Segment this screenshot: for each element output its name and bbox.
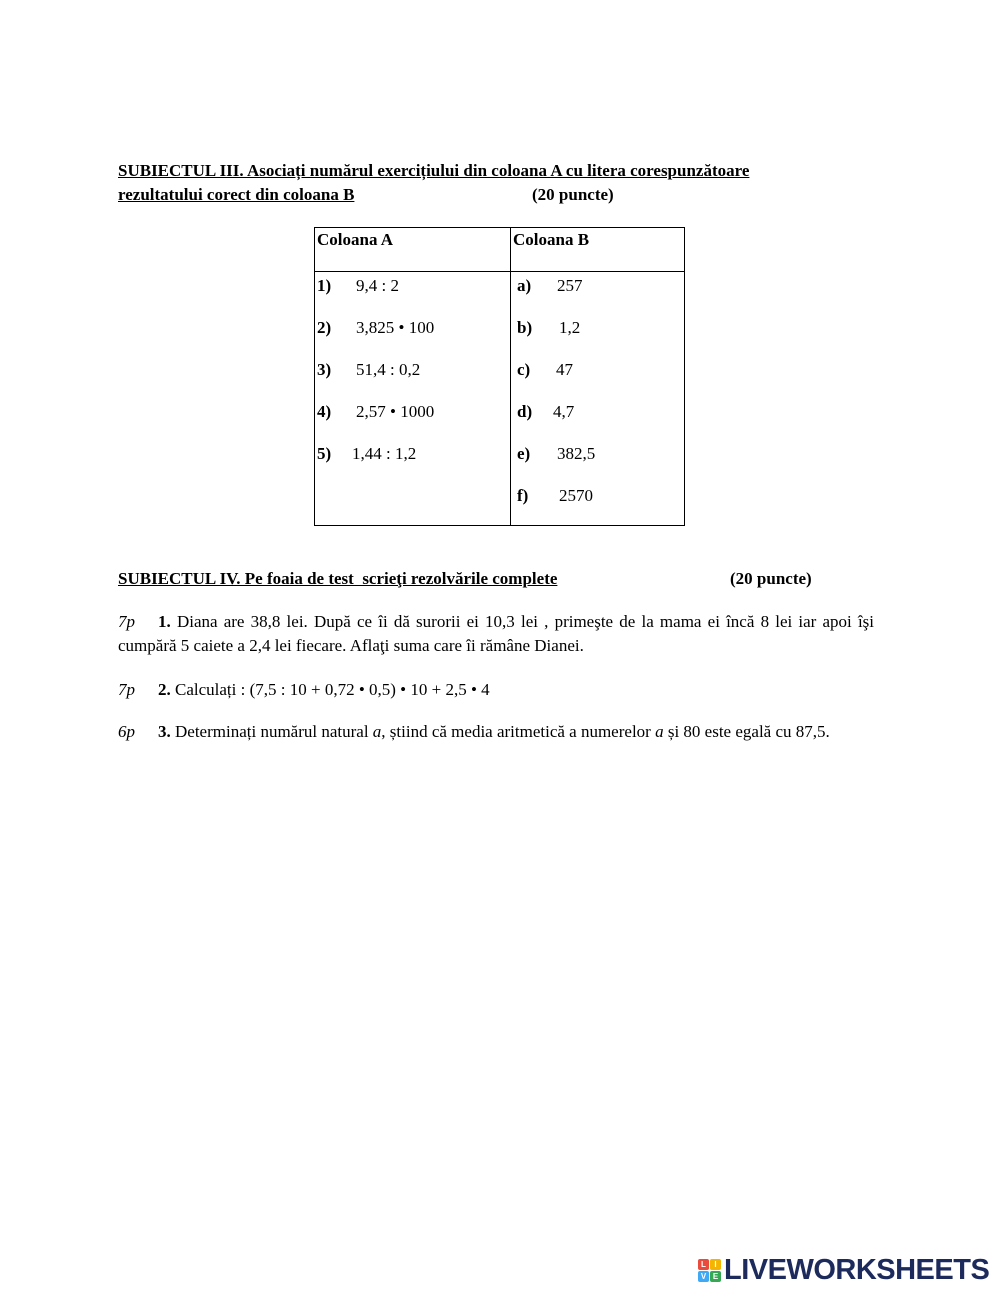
subject-3-title: SUBIECTUL III. Asociați numărul exercițiului din coloana A cu litera corespunzătoare — [118, 161, 750, 180]
association-table — [314, 227, 685, 526]
item-value: 382,5 — [557, 444, 596, 464]
logo-text: LIVEWORKSHEETS — [724, 1253, 990, 1286]
item-label: 4) — [317, 402, 332, 422]
variable-a: a — [655, 722, 664, 741]
item-label: 2) — [317, 318, 332, 338]
column-b-item — [511, 272, 684, 314]
problem-number: 1. — [158, 612, 171, 631]
logo-cube: I — [710, 1259, 721, 1270]
item-label: c) — [517, 360, 531, 380]
item-expression: 2,57 • 1000 — [356, 402, 435, 422]
item-label: b) — [517, 318, 533, 338]
problem-number: 3. — [158, 722, 171, 741]
column-b-item — [511, 356, 684, 398]
subject-4-title: SUBIECTUL IV. Pe foaia de test scrieţi rezolvările complete — [118, 569, 558, 588]
logo-cube: V — [698, 1271, 709, 1282]
logo-cube: L — [698, 1259, 709, 1270]
item-label: 1) — [317, 276, 332, 296]
problem-points: 7p — [118, 612, 135, 631]
item-label: 5) — [317, 444, 332, 464]
problem-points: 7p — [118, 680, 135, 699]
item-expression: 9,4 : 2 — [356, 276, 399, 296]
item-expression: 3,825 • 100 — [356, 318, 435, 338]
item-value: 2570 — [559, 486, 593, 506]
item-label: e) — [517, 444, 531, 464]
column-a-item — [315, 440, 510, 482]
liveworksheets-logo — [698, 1253, 989, 1287]
problem-2 — [118, 678, 874, 702]
item-value: 4,7 — [553, 402, 575, 422]
problem-3 — [118, 720, 874, 744]
problem-text-start: Determinați numărul natural — [175, 722, 373, 741]
logo-cube: E — [710, 1271, 721, 1282]
column-a — [315, 272, 511, 526]
subject-4-points: (20 puncte) — [730, 569, 812, 588]
item-label: d) — [517, 402, 533, 422]
column-b-item — [511, 482, 684, 524]
variable-a: a — [372, 722, 382, 741]
item-expression: 1,44 : 1,2 — [352, 444, 417, 464]
item-value: 257 — [557, 276, 583, 296]
problem-text-middle: , știind că media aritmetică a numerelor — [381, 722, 656, 741]
item-value: 1,2 — [559, 318, 581, 338]
column-a-item — [315, 398, 510, 440]
subject-3-points: (20 puncte) — [532, 185, 614, 204]
subject-3-title-line2: rezultatului corect din coloana B — [118, 185, 355, 204]
column-b — [511, 272, 685, 526]
item-expression: 51,4 : 0,2 — [356, 360, 421, 380]
item-label: 3) — [317, 360, 332, 380]
column-a-header: Coloana A — [317, 230, 394, 249]
column-b-item — [511, 314, 684, 356]
column-b-header-cell — [511, 228, 685, 272]
problem-1 — [118, 610, 874, 658]
item-value: 47 — [556, 360, 573, 380]
item-label: f) — [517, 486, 529, 506]
column-a-item — [315, 314, 510, 356]
problem-text: Diana are 38,8 lei. După ce îi dă surorii ei 10,3 lei , primeşte de la mama ei încă 8 lei iar apoi îşi cumpără 5 caiete a 2,4 lei fiecare. Aflaţi suma care îi rămâne Dianei. — [118, 612, 875, 655]
problem-text: Calculați : (7,5 : 10 + 0,72 • 0,5) • 10 + 2,5 • 4 — [175, 680, 490, 699]
logo-cubes-icon — [698, 1259, 721, 1282]
subject-3-heading — [118, 159, 858, 207]
column-a-item — [315, 356, 510, 398]
column-a-header-cell — [315, 228, 511, 272]
problem-text-end: și 80 este egală cu 87,5. — [663, 722, 830, 741]
item-label: a) — [517, 276, 532, 296]
problem-points: 6p — [118, 722, 135, 741]
column-b-item — [511, 398, 684, 440]
column-b-header: Coloana B — [513, 230, 590, 249]
problem-number: 2. — [158, 680, 171, 699]
column-b-item — [511, 440, 684, 482]
subject-4-heading — [118, 567, 838, 591]
column-a-item — [315, 272, 510, 314]
